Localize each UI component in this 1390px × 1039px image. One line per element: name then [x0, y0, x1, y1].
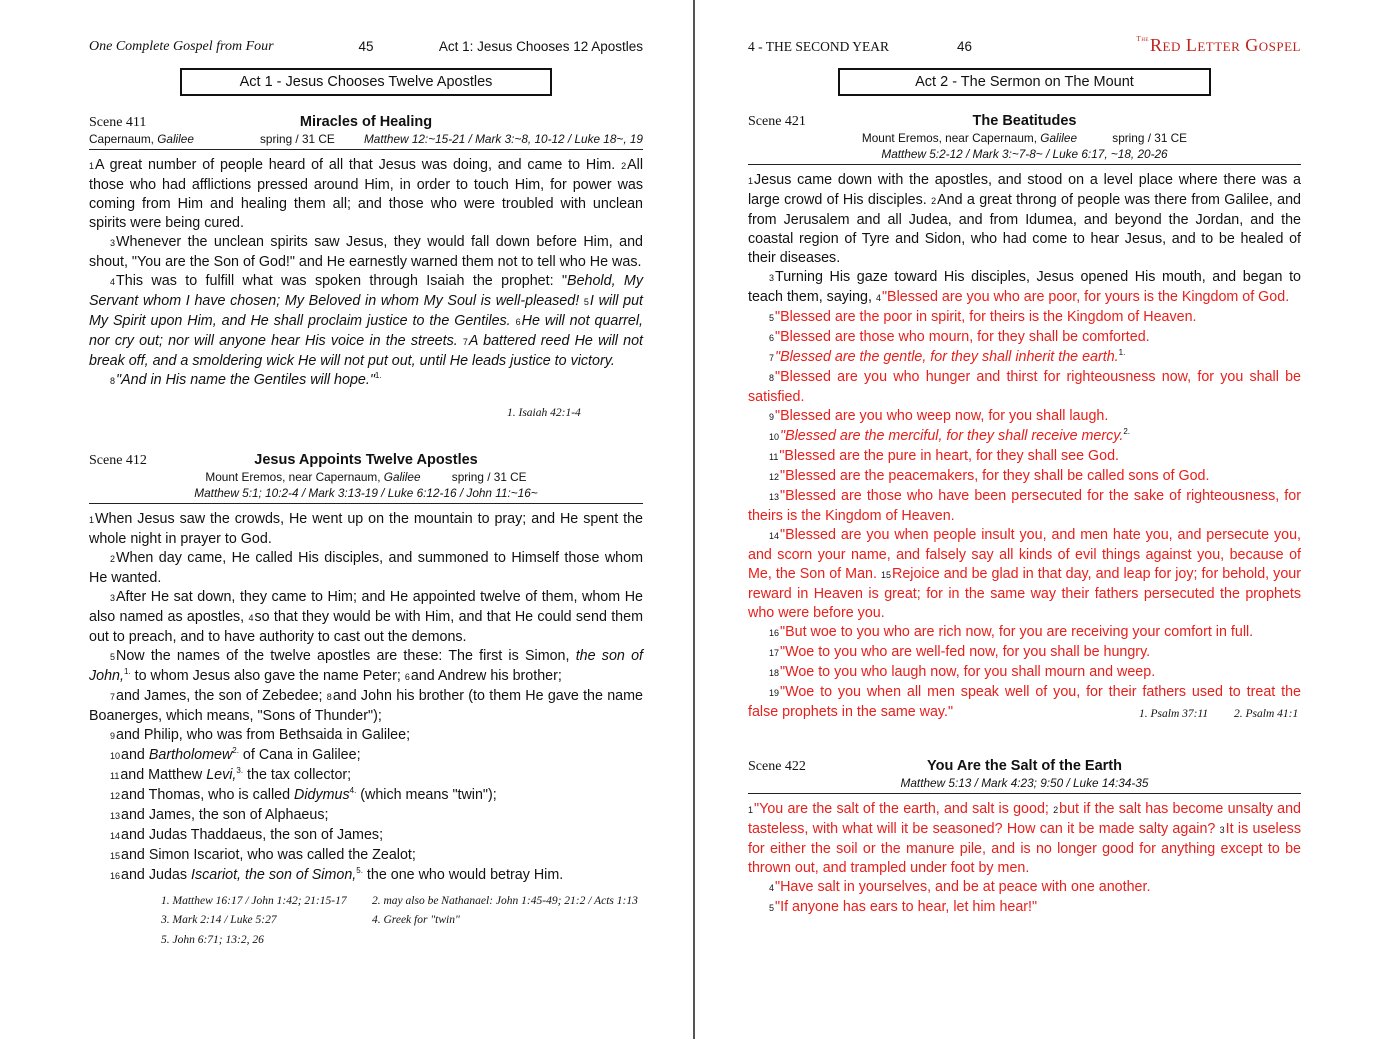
book-title: One Complete Gospel from Four: [89, 39, 274, 54]
scene-text: 1"You are the salt of the earth, and salt is good; 2but if the salt has become unsalty and tasteless, with what will it be seasoned? How can it be made salty again? 3It is useless for either the soil or the manure pile, and is no longer good for anything except to be thrown out, and trampled under foot by men. 4"Have salt in yourselves, and be at peace with one another. 5"If anyone has ears to hear, let him hear!": [748, 801, 1301, 915]
scene-references: Matthew 5:2-12 / Mark 3:~7-8~ / Luke 6:17, ~18, 20-26: [881, 147, 1168, 161]
divider: [748, 164, 1301, 165]
scene-411: [89, 114, 643, 391]
right-page: [748, 0, 1301, 1039]
scene-heading: [89, 114, 643, 131]
scene-title: The Beatitudes: [972, 113, 1077, 129]
scene-heading: [89, 452, 643, 469]
scene-421: [748, 113, 1301, 722]
page-number: 46: [956, 39, 973, 54]
footnote: 1. Psalm 37:11: [1139, 708, 1209, 720]
footnote: 2. may also be Nathanael: John 1:45-49; 21:2 / Acts 1:13: [372, 895, 638, 907]
scene-meta: [748, 130, 1301, 146]
part-title: 4 - THE SECOND YEAR: [748, 39, 889, 54]
scene-meta: [89, 469, 643, 485]
left-page: [89, 0, 643, 1039]
divider: [748, 793, 1301, 794]
footnote: 5. John 6:71; 13:2, 26: [161, 934, 264, 946]
scene-location: Mount Eremos, near Capernaum, Galilee: [861, 131, 1078, 145]
scene-location: Capernaum, Galilee: [89, 132, 194, 146]
footnote: 3. Mark 2:14 / Luke 5:27: [161, 914, 277, 926]
scene-heading: [748, 758, 1301, 775]
brand-logo: $^{The}$Red Letter Gospel: [1136, 35, 1301, 55]
scene-number: Scene 411: [89, 115, 147, 130]
act-title-box: Act 1 - Jesus Chooses Twelve Apostles: [180, 68, 552, 96]
scene-references: Matthew 5:1; 10:2-4 / Mark 3:13-19 / Luke 6:12-16 / John 11:~16~: [194, 486, 538, 500]
scene-text: 1Jesus came down with the apostles, and stood on a level place where there was a large crowd of His disciples. 2And a great throng of people was there from Galilee, and from Jerusalem and all Judea, and from Idumea, and beyond the Jordan, and the coastal region of Tyre and Sidon, who had come to hear Jesus, and to be healed of their diseases. 3Turning His gaze toward His disciples, Jesus opened His mouth, and began to teach them, saying, 4"Blessed are you who are poor, for yours is the Kingdom of God. 5"Blessed are the poor in spirit, for theirs is the Kingdom of Heaven. 6"Blessed are those who mourn, for they shall be comforted. 7"Blessed are the gentle, for they shall inherit the earth.$^{1.}$ 8"Blessed are you who hunger and thirst for righteousness now, for you shall be satisfied. 9"Blessed are you who weep now, for you shall laugh. 10"Blessed are the merciful, for they shall receive mercy.$^{2.}$ 11"Blessed are the pure in heart, for they shall see God. 12"Blessed are the peacemakers, for they shall be called sons of God. 13"Blessed are those who have been persecuted for the sake of righteousness, for theirs is the Kingdom of Heaven. 14"Blessed are you when people insult you, and men hate you, and persecute you, and scorn your name, and falsely say all kinds of evil things against you, because of Me, the Son of Man. 15Rejoice and be glad in that day, and leap for joy; for behold, your reward in Heaven is great; for in the same way their fathers persecuted the prophets who were before you. 16"But woe to you who are rich now, for you are receiving your comfort in full. 17"Woe to you who are well-fed now, for you shall be hungry. 18"Woe to you who laugh now, for you shall mourn and weep. 19"Woe to you when all men speak well of you, for their fathers used to treat the false prophets in the same way.": [748, 172, 1301, 720]
scene-number: Scene 421: [748, 114, 806, 129]
scene-text: 1When Jesus saw the crowds, He went up on the mountain to pray; and He spent the whole night in prayer to God. 2When day came, He called His disciples, and summoned to Himself those whom He wanted. 3After He sat down, they came to Him; and He appointed twelve of them, whom He also named as apostles, 4so that they would be with Him, and that He could send them out to preach, and to have authority to cast out the demons. 5Now the names of the twelve apostles are these: The first is Simon, the son of John,$^{1.}$ to whom Jesus also gave the name Peter; 6and Andrew his brother; 7and James, the son of Zebedee; 8and John his brother (to them He gave the name Boanerges, which means, "Sons of Thunder"); 9and Philip, who was from Bethsaida in Galilee; 10and Bartholomew$^{2.}$ of Cana in Galilee; 11and Matthew Levi,$^{3.}$ the tax collector; 12and Thomas, who is called Didymus$^{4.}$ (which means "twin"); 13and James, the son of Alphaeus; 14and Judas Thaddaeus, the son of James; 15and Simon Iscariot, who was called the Zealot; 16and Judas Iscariot, the son of Simon,$^{5.}$ the one who would betray Him.: [89, 511, 643, 883]
scene-meta: [89, 131, 643, 147]
scene-number: Scene 412: [89, 453, 147, 468]
page-number: 45: [358, 39, 374, 54]
scene-412: [89, 452, 643, 886]
act-title-box: Act 2 - The Sermon on The Mount: [838, 68, 1211, 96]
page-gutter-divider: [693, 0, 695, 1039]
footnote: 1. Isaiah 42:1-4: [507, 407, 581, 419]
scene-season: spring / 31 CE: [1112, 131, 1188, 145]
running-header: [89, 39, 643, 57]
divider: [89, 149, 643, 150]
scene-references: Matthew 5:13 / Mark 4:23; 9:50 / Luke 14:34-35: [900, 776, 1149, 790]
scene-season: spring / 31 CE: [260, 132, 335, 146]
scene-references: Matthew 12:~15-21 / Mark 3:~8, 10-12 / Luke 18~, 19: [363, 132, 643, 146]
divider: [89, 503, 643, 504]
scene-title: Miracles of Healing: [299, 114, 433, 130]
scene-title: You Are the Salt of the Earth: [927, 758, 1122, 774]
scene-heading: [748, 113, 1301, 130]
section-title: Act 1: Jesus Chooses 12 Apostles: [438, 39, 643, 54]
scene-number: Scene 422: [748, 759, 806, 774]
footnote: 2. Psalm 41:1: [1234, 708, 1299, 720]
scene-text: 1A great number of people heard of all that Jesus was doing, and came to Him. 2All those who had afflictions pressed around Him, in order to touch Him, for power was coming from Him and healing them all; and those who were troubled with unclean spirits were being cured. 3Whenever the unclean spirits saw Jesus, they would fall down before Him, and shout, "You are the Son of God!" and He earnestly warned them not to tell who He was. 4This was to fulfill what was spoken through Isaiah the prophet: "Behold, My Servant whom I have chosen; My Beloved in whom My Soul is well-pleased! 5I will put My Spirit upon Him, and He shall proclaim justice to the Gentiles. 6He will not quarrel, nor cry out; nor will anyone hear His voice in the streets. 7A battered reed He will not break off, and a smoldering wick He will not put out, until He leads justice to victory. 8"And in His name the Gentiles will hope."$^{1.}$: [89, 157, 643, 388]
scene-season: spring / 31 CE: [451, 470, 527, 484]
scene-422: [748, 758, 1301, 918]
running-header: [748, 35, 1301, 57]
footnote: 4. Greek for "twin": [372, 914, 460, 926]
footnote: 1. Matthew 16:17 / John 1:42; 21:15-17: [161, 895, 347, 907]
scene-location: Mount Eremos, near Capernaum, Galilee: [205, 470, 421, 484]
scene-title: Jesus Appoints Twelve Apostles: [254, 452, 478, 468]
